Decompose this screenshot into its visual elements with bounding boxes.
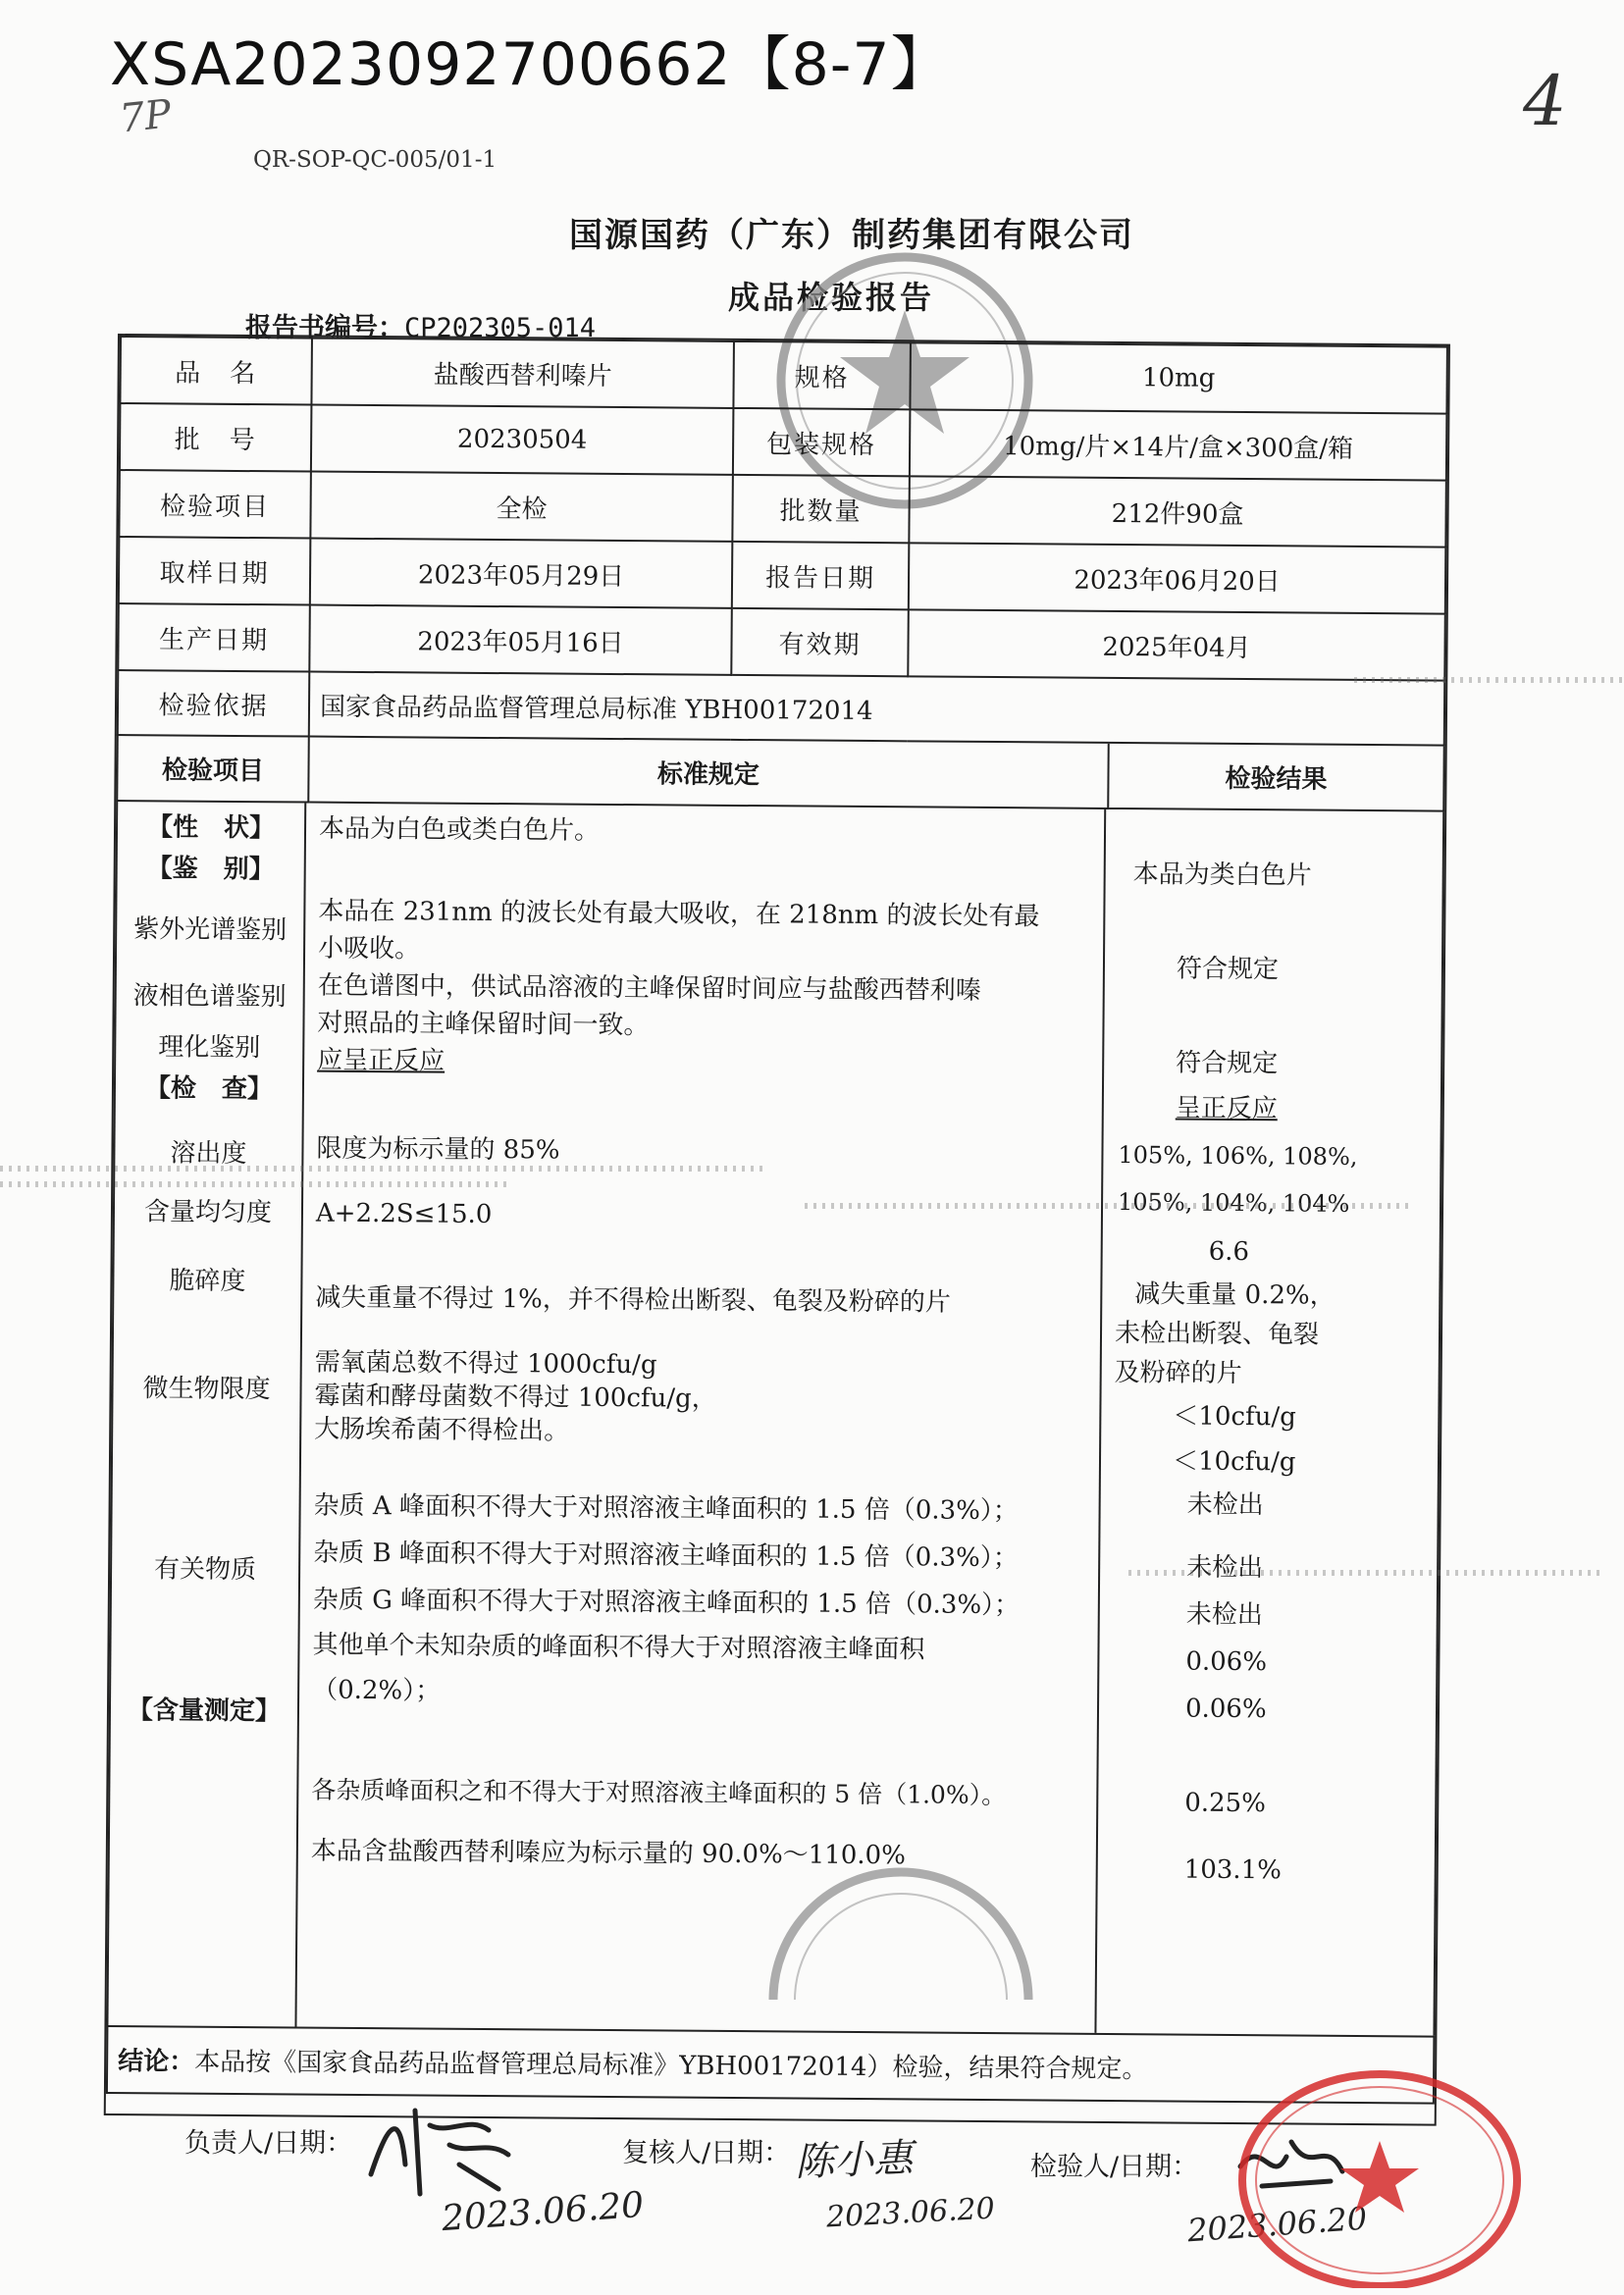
identification-label: 【鉴 别】 [146, 854, 275, 885]
uv-standard-line1: 本品在 231nm 的波长处有最大吸收，在 218nm 的波长处有最 [318, 896, 1040, 932]
production-date-label: 生产日期 [118, 603, 310, 672]
reviewer-date: 2023.06.20 [825, 2191, 996, 2235]
conclusion [118, 2041, 1148, 2085]
lc-label: 液相色谱鉴别 [132, 981, 287, 1013]
company-red-stamp [1232, 2053, 1527, 2288]
content-uniformity-result: 6.6 [1208, 1236, 1250, 1268]
column-header [116, 736, 1444, 812]
col-item-header: 检验项目 [117, 736, 309, 803]
batch-qty-value: 212件90盒 [909, 476, 1446, 547]
dissolution-standard: 限度为标示量的 85% [316, 1133, 560, 1166]
related-standard-line6: 各杂质峰面积之和不得大于对照溶液主峰面积的 5 倍（1.0%）。 [311, 1775, 1007, 1810]
spec-value: 10mg [910, 342, 1447, 413]
dissolution-label: 溶出度 [170, 1138, 247, 1170]
column-divider [1094, 809, 1106, 2033]
inspector-label: 检验人/日期： [1030, 2152, 1199, 2182]
microbial-result-line3: 未检出 [1186, 1489, 1264, 1521]
uv-standard-line2: 小吸收。 [317, 933, 421, 965]
sample-date-label: 取样日期 [119, 537, 311, 605]
appearance-label: 【性 状】 [146, 812, 276, 844]
related-result-line1: 未检出 [1186, 1552, 1264, 1584]
appearance-standard: 本品为白色或类白色片。 [318, 813, 601, 846]
responsible-label: 负责人/日期： [184, 2128, 353, 2159]
friability-standard: 减失重量不得过 1%，并不得检出断裂、龟裂及粉碎的片 [315, 1282, 951, 1318]
microbial-label: 微生物限度 [142, 1374, 271, 1405]
product-name-value: 盐酸西替利嗪片 [311, 339, 734, 408]
lc-standard-line2: 对照品的主峰保留时间一致。 [317, 1008, 650, 1041]
content-uniformity-label: 含量均匀度 [143, 1197, 273, 1228]
microbial-standard-line2: 霉菌和酵母菌数不得过 100cfu/g， [314, 1381, 717, 1414]
related-standard-line1: 杂质 A 峰面积不得大于对照溶液主峰面积的 1.5 倍（0.3%）； [313, 1490, 1019, 1527]
inspector-date: 2023.06.20 [1185, 2199, 1369, 2250]
production-date-value: 2023年05月16日 [309, 605, 732, 675]
batch-label: 批 号 [120, 403, 312, 472]
conclusion-text: 本品按《国家食品药品监督管理总局标准》YBH00172014）检验，结果符合规定。 [194, 2047, 1148, 2085]
reviewer-signature: 陈小惠 [794, 2135, 914, 2186]
related-result-line4: 0.06% [1184, 1694, 1267, 1725]
report-number-label: 报告书编号： [245, 313, 404, 343]
chem-result: 呈正反应 [1175, 1093, 1278, 1124]
lc-result: 符合规定 [1176, 1048, 1279, 1079]
basis-value: 国家食品药品监督管理总局标准 YBH00172014 [309, 672, 1444, 746]
check-label: 【检 查】 [144, 1073, 274, 1105]
scan-noise [0, 1181, 510, 1187]
package-value: 10mg/片×14片/盒×300盒/箱 [910, 409, 1447, 480]
scan-noise [1128, 1570, 1599, 1576]
assay-label: 【含量测定】 [127, 1695, 282, 1727]
report-date-value: 2023年06月20日 [909, 543, 1446, 613]
microbial-standard-line3: 大肠埃希菌不得检出。 [314, 1414, 570, 1446]
uv-label: 紫外光谱鉴别 [133, 914, 288, 946]
scan-noise [0, 1166, 765, 1172]
test-item-value: 全检 [310, 472, 733, 542]
report-number-value: CP202305-014 [404, 313, 597, 343]
assay-standard: 本品含盐酸西替利嗪应为标示量的 90.0%～110.0% [310, 1836, 906, 1871]
appearance-result: 本品为类白色片 [1132, 860, 1312, 891]
microbial-result-line2: ＜10cfu/g [1172, 1446, 1296, 1478]
dissolution-result-line2: 105%, 104%, 104% [1117, 1188, 1350, 1218]
expiry-value: 2025年04月 [908, 609, 1445, 680]
sample-date-value: 2023年05月29日 [310, 539, 733, 608]
col-standard-header: 标准规定 [308, 738, 1108, 808]
batch-value: 20230504 [311, 405, 734, 475]
related-result-line3: 0.06% [1185, 1646, 1268, 1678]
related-standard-line5: （0.2%）； [312, 1675, 442, 1706]
col-result-header: 检验结果 [1108, 744, 1444, 811]
friability-result-line3: 及粉碎的片 [1114, 1358, 1242, 1389]
reviewer-label: 复核人/日期： [622, 2138, 791, 2168]
test-item-label: 检验项目 [119, 470, 311, 539]
lc-standard-line1: 在色谱图中，供试品溶液的主峰保留时间应与盐酸西替利嗪 [317, 970, 981, 1006]
responsible-date: 2023.06.20 [440, 2184, 646, 2240]
company-name: 国源国药（广东）制药集团有限公司 [569, 216, 1134, 255]
assay-result: 103.1% [1183, 1854, 1282, 1886]
chem-standard: 应呈正反应 [317, 1045, 445, 1076]
related-standard-line4: 其他单个未知杂质的峰面积不得大于对照溶液主峰面积 [312, 1630, 925, 1665]
package-label: 包装规格 [733, 408, 911, 476]
conclusion-label: 结论： [118, 2047, 195, 2077]
content-uniformity-standard: A+2.2S≤15.0 [315, 1198, 493, 1230]
spec-label: 规格 [733, 341, 911, 409]
microbial-result-line1: ＜10cfu/g [1173, 1401, 1296, 1433]
friability-label: 脆碎度 [169, 1266, 246, 1297]
sop-code: QR-SOP-QC-005/01-1 [253, 147, 498, 173]
info-table [117, 336, 1448, 747]
related-result-line2: 未检出 [1185, 1599, 1263, 1631]
friability-result-line1: 减失重量 0.2%， [1134, 1279, 1336, 1311]
batch-qty-label: 批数量 [732, 475, 910, 543]
document-id: XSA2023092700662【8-7】 [110, 30, 951, 99]
responsible-signature [361, 2096, 538, 2204]
related-result-line5: 0.25% [1184, 1788, 1266, 1819]
expiry-label: 有效期 [731, 608, 909, 676]
handwritten-mark-right: 4 [1523, 61, 1567, 141]
test-details [106, 802, 1444, 2036]
related-substances-label: 有关物质 [153, 1554, 257, 1586]
microbial-standard-line1: 需氧菌总数不得过 1000cfu/g [314, 1347, 657, 1381]
product-name-label: 品 名 [120, 337, 312, 405]
dissolution-result-line1: 105%, 106%, 108%, [1118, 1141, 1358, 1171]
handwritten-mark-left: 7P [117, 91, 174, 142]
quality-stamp-middle [754, 1852, 1048, 2009]
related-standard-line3: 杂质 G 峰面积不得大于对照溶液主峰面积的 1.5 倍（0.3%）； [312, 1585, 1021, 1621]
related-standard-line2: 杂质 B 峰面积不得大于对照溶液主峰面积的 1.5 倍（0.3%）； [313, 1538, 1019, 1574]
chem-label: 理化鉴别 [158, 1032, 261, 1064]
report-date-label: 报告日期 [732, 542, 910, 609]
basis-label: 检验依据 [118, 670, 310, 737]
scan-noise [1354, 677, 1624, 683]
uv-result: 符合规定 [1176, 954, 1280, 985]
scan-noise [805, 1203, 1413, 1209]
report-title: 成品检验报告 [728, 279, 935, 316]
friability-result-line2: 未检出断裂、龟裂 [1114, 1319, 1320, 1350]
